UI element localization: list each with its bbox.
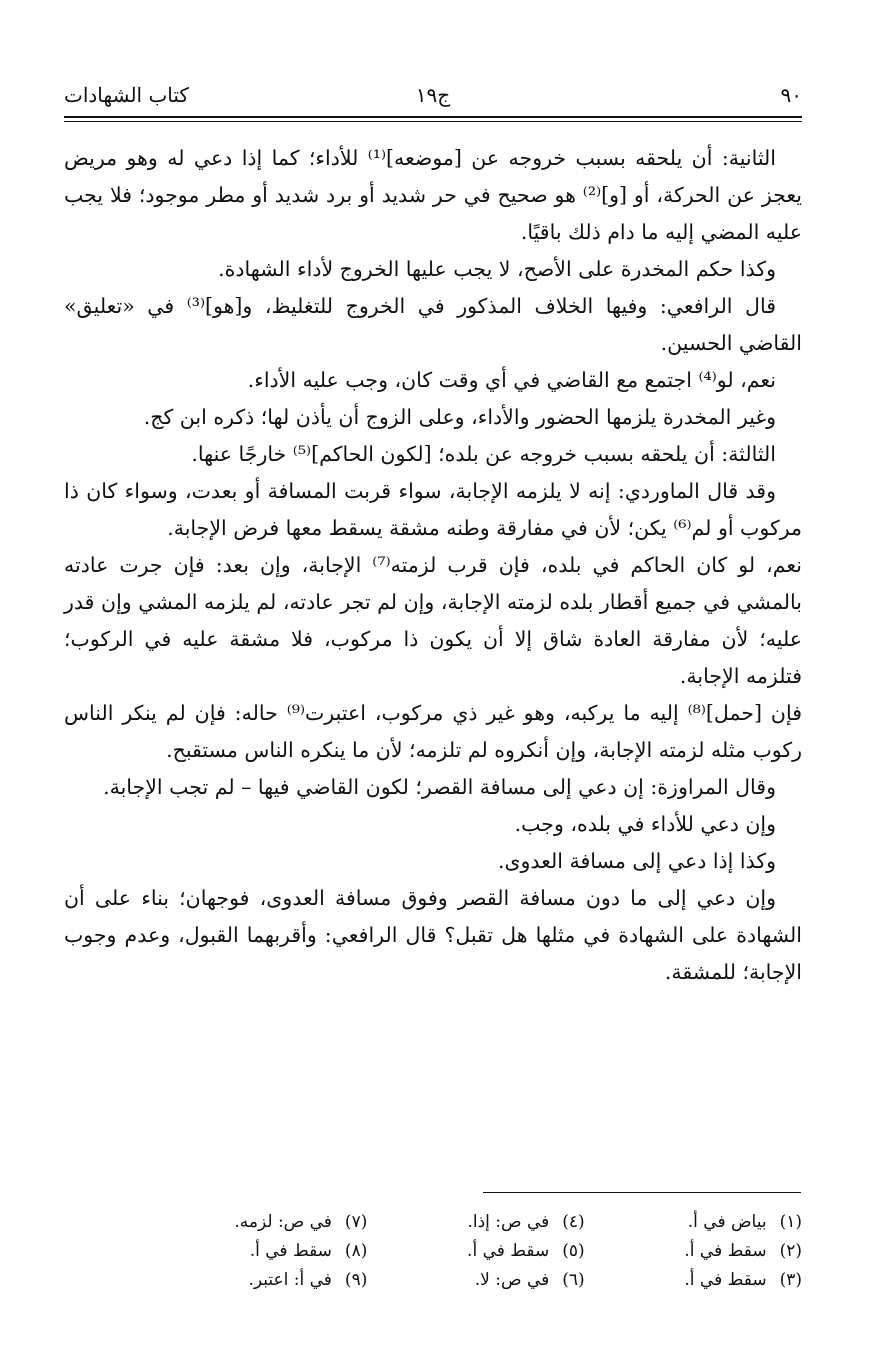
- footnote-text: سقط في أ.: [684, 1270, 767, 1290]
- footnote-number: (٥): [562, 1241, 585, 1261]
- footnote-item: [585, 1208, 802, 1237]
- paragraph: وإن دعي إلى ما دون مسافة القصر وفوق مسافة العدوى، فوجهان؛ بناء على أن الشهادة على الشهادة في مثلها هل تقبل؟ قال الرافعي: وأقربهما القبول، وعدم وجوب الإجابة؛ للمشقة.: [64, 886, 802, 984]
- main-text: [64, 140, 802, 991]
- footnote-item: [150, 1208, 367, 1237]
- paragraph: نعم، لو كان الحاكم في بلده، فإن قرب لزمته⁽⁷⁾ الإجابة، وإن بعد: فإن جرت عادته بالمشي في جميع أقطار بلده لزمته الإجابة، وإن لم تجر عادته، لم يلزمه المشي وإن قدر عليه؛ لأن مفارقة العادة شاق إلا أن يكون ذا مركوب، فلا مشقة عليه في الركوب؛ فتلزمه الإجابة.: [64, 553, 802, 688]
- page-header: [64, 78, 802, 112]
- paragraph: وكذا إذا دعي إلى مسافة العدوى.: [497, 849, 776, 873]
- page-number: ٩٠: [780, 83, 802, 107]
- paragraph: وقال المراوزة: إن دعي إلى مسافة القصر؛ لكون القاضي فيها – لم تجب الإجابة.: [103, 775, 776, 799]
- paragraph: قال الرافعي: وفيها الخلاف المذكور في الخروج للتغليظ، و[هو]⁽³⁾ في «تعليق» القاضي الحسين.: [64, 294, 802, 355]
- paragraph: وغير المخدرة يلزمها الحضور والأداء، وعلى الزوج أن يأذن لها؛ ذكره ابن كج.: [143, 405, 776, 429]
- header-rule-thin: [64, 121, 802, 122]
- footnote-number: (٤): [562, 1212, 585, 1232]
- paragraph: الثالثة: أن يلحقه بسبب خروجه عن بلده؛ [لكون الحاكم]⁽⁵⁾ خارجًا عنها.: [191, 442, 776, 466]
- paragraph: نعم، لو⁽⁴⁾ اجتمع مع القاضي في أي وقت كان، وجب عليه الأداء.: [247, 368, 776, 392]
- footnote-separator: [483, 1192, 801, 1193]
- book-title: كتاب الشهادات: [64, 83, 189, 107]
- footnote-text: في ص: إذا.: [467, 1212, 550, 1232]
- footnote-text: في ص: لزمه.: [234, 1212, 332, 1232]
- footnote-item: [585, 1237, 802, 1266]
- footnote-number: (٣): [779, 1270, 802, 1290]
- footnote-text: في ص: لا.: [474, 1270, 550, 1290]
- footnote-number: (٩): [344, 1270, 368, 1290]
- paragraph: وكذا حكم المخدرة على الأصح، لا يجب عليها الخروج لأداء الشهادة.: [218, 257, 776, 281]
- footnote-number: (٨): [344, 1241, 368, 1261]
- volume-label: ج١٩: [415, 83, 451, 107]
- paragraph: وإن دعي للأداء في بلده، وجب.: [514, 812, 776, 836]
- footnote-item: [367, 1237, 584, 1266]
- footnote-text: سقط في أ.: [467, 1241, 550, 1261]
- paragraph: وقد قال الماوردي: إنه لا يلزمه الإجابة، سواء قربت المسافة أو بعدت، وسواء كان ذا مركوب أو لم⁽⁶⁾ يكن؛ لأن في مفارقة وطنه مشقة يسقط معها فرض الإجابة.: [64, 479, 802, 540]
- footnote-number: (٢): [779, 1241, 802, 1261]
- footnote-item: [150, 1237, 367, 1266]
- footnote-text: في أ: اعتبر.: [248, 1270, 332, 1290]
- paragraph: الثانية: أن يلحقه بسبب خروجه عن [موضعه]⁽¹⁾ للأداء؛ كما إذا دعي له وهو مريض يعجز عن الحركة، أو [و]⁽²⁾ هو صحيح في حر شديد أو برد شديد أو مطر موجود؛ فلا يجب عليه المضي إليه ما دام ذلك باقيًا.: [64, 146, 803, 244]
- footnote-text: بياض في أ.: [687, 1212, 767, 1232]
- header-rule-thick: [64, 116, 802, 118]
- footnote-number: (٦): [562, 1270, 585, 1290]
- footnote-item: [367, 1208, 584, 1237]
- footnote-number: (٧): [344, 1212, 368, 1232]
- footnote-text: سقط في أ.: [249, 1241, 332, 1261]
- footnote-item: [585, 1266, 802, 1295]
- footnote-item: [150, 1266, 367, 1295]
- footnotes: [150, 1208, 802, 1295]
- footnote-number: (١): [779, 1212, 802, 1232]
- footnote-text: سقط في أ.: [684, 1241, 767, 1261]
- paragraph: فإن [حمل]⁽⁸⁾ إليه ما يركبه، وهو غير ذي مركوب، اعتبرت⁽⁹⁾ حاله: فإن لم ينكر الناس ركوب مثله لزمته الإجابة، وإن أنكروه لم تلزمه؛ لأن ما ينكره الناس مستقبح.: [64, 701, 802, 762]
- footnote-item: [367, 1266, 584, 1295]
